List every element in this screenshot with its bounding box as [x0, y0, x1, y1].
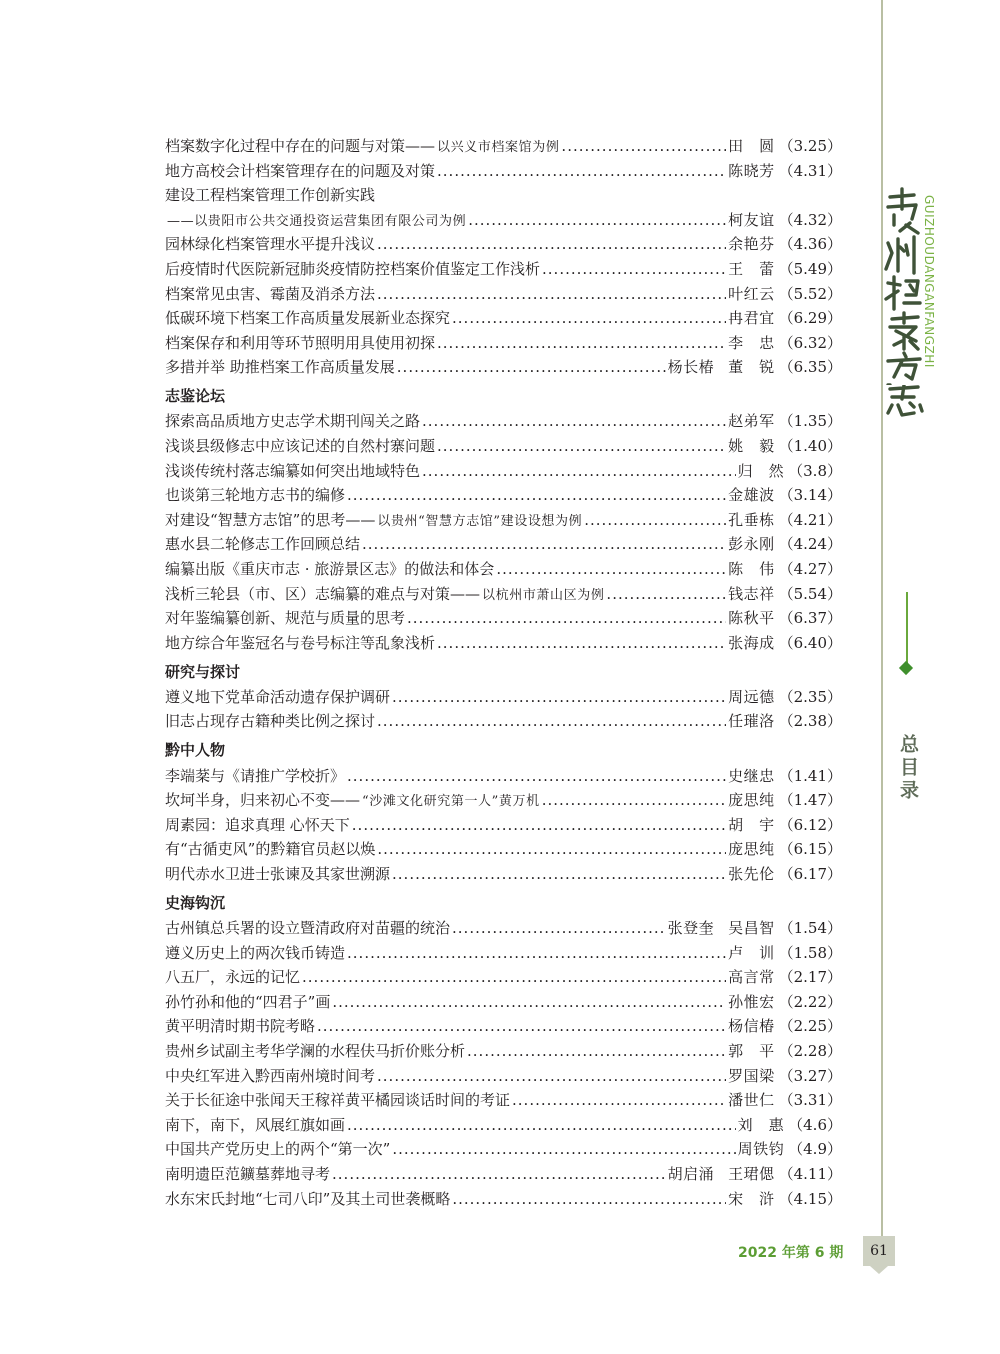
dot-leader: [377, 712, 726, 730]
entry-author: 罗国梁: [728, 1066, 775, 1085]
entry-author: 周铁钧: [737, 1140, 785, 1159]
entry-author: 钱志祥: [728, 584, 775, 603]
dot-leader: [542, 791, 726, 809]
dot-leader: [422, 462, 736, 480]
entry-issue-page: （3.14）: [778, 486, 842, 505]
entry-author: 归 然: [737, 461, 785, 480]
dot-leader: [452, 919, 666, 937]
entry-issue-page: （1.35）: [778, 412, 842, 431]
entry-issue-page: （3.25）: [778, 137, 842, 155]
dot-leader: [496, 560, 726, 578]
entry-issue-page: （1.41）: [778, 766, 842, 785]
entry-issue-page: （6.37）: [778, 609, 842, 628]
dot-leader: [467, 1042, 726, 1060]
toc-entry: [165, 917, 842, 942]
toc-entry: [165, 632, 842, 657]
entry-title: 遵义地下党革命活动遗存保护调研: [165, 687, 391, 706]
dot-leader: [437, 437, 726, 455]
toc-entry-title-line: [165, 184, 842, 209]
dot-leader: [407, 609, 726, 627]
entry-author: 叶红云: [728, 284, 775, 303]
entry-subtitle: “沙滩文化研究第一人”黄万机: [362, 794, 540, 810]
entry-author: 胡启涌: [667, 1164, 715, 1183]
entry-author: 刘 惠: [737, 1115, 785, 1134]
entry-author: 潘世仁: [728, 1091, 775, 1110]
toc-entry: [165, 1089, 842, 1114]
entry-title: 周素园：追求真理 心怀天下: [165, 815, 350, 834]
toc-entry: [165, 1040, 842, 1065]
entry-author: 孔垂栋: [728, 510, 775, 529]
entry-title: 多措并举 助推档案工作高质量发展: [165, 358, 395, 377]
entry-title: 水东宋氏封地“七司八印”及其土司世袭概略: [165, 1189, 451, 1208]
entry-title: 档案常见虫害、霉菌及消杀方法: [165, 284, 376, 303]
dot-leader: [377, 840, 726, 858]
entry-author: 高言常: [728, 968, 775, 987]
entry-title: 中央红军进入黔西南州境时间考: [165, 1066, 376, 1085]
entry-issue-page: （6.32）: [778, 333, 842, 352]
entry-author: 陈秋平: [728, 609, 775, 628]
entry-title: 档案保存和利用等环节照明用具使用初探: [165, 333, 436, 352]
dot-leader: [452, 1190, 726, 1208]
entry-author: 金雄波: [728, 486, 775, 505]
entry-issue-page: （2.28）: [778, 1042, 842, 1060]
toc-entry: [165, 460, 842, 485]
toc-entry: [165, 410, 842, 435]
entry-author: 张海成: [728, 633, 775, 652]
toc-entry: [165, 765, 842, 790]
entry-author: 张先伦: [728, 864, 775, 883]
entry-issue-page: （2.17）: [778, 968, 842, 987]
toc-entry: [165, 966, 842, 991]
dot-leader: [561, 137, 726, 155]
toc-entry: [165, 332, 842, 357]
toc-entry: [165, 233, 842, 258]
entry-issue-page: （4.9）: [788, 1140, 842, 1159]
entry-title: 贵州乡试副主考华学澜的水程伕马折价账分析: [165, 1042, 466, 1060]
entry-subtitle: 以贵州“智慧方志馆”建设设想为例: [377, 513, 583, 529]
entry-title: 坎坷半身，归来初心不变——: [165, 791, 361, 810]
toc-entry: [165, 1163, 842, 1188]
entry-title: 遵义历史上的两次钱币铸造: [165, 943, 346, 962]
entry-title: 李端棻与《请推广学校折》: [165, 766, 346, 785]
toc-entry: [165, 607, 842, 632]
entry-subtitle: ——以贵阳市公共交通投资运营集团有限公司为例: [167, 213, 467, 229]
entry-title: 关于长征途中张闻天王稼祥黄平橘园谈话时间的考证: [165, 1091, 511, 1110]
toc-entry: [165, 356, 842, 381]
toc-entry: [165, 789, 842, 814]
dot-leader: [584, 511, 726, 529]
entry-issue-page: （6.29）: [778, 309, 842, 328]
entry-author: 董 锐: [728, 358, 775, 377]
entry-issue-page: （2.22）: [778, 992, 842, 1011]
dot-leader: [606, 585, 726, 603]
toc-entry: [165, 583, 842, 608]
toc-entry: [165, 258, 842, 283]
issue-label: 2022 年第 6 期: [738, 1245, 844, 1261]
entry-author: 张登奎: [667, 919, 715, 938]
entry-author: 庞思纯: [728, 840, 775, 859]
toc-entry: [165, 1065, 842, 1090]
entry-title: 地方高校会计档案管理存在的问题及对策: [165, 161, 436, 180]
table-of-contents: [165, 135, 842, 1212]
entry-author: 胡 宇: [728, 815, 775, 834]
entry-issue-page: （4.15）: [778, 1189, 842, 1208]
entry-issue-page: （3.27）: [778, 1066, 842, 1085]
entry-issue-page: （2.35）: [778, 687, 842, 706]
entry-author: 吴昌智: [728, 919, 775, 938]
entry-author: 庞思纯: [728, 791, 775, 810]
entry-author: 姚 毅: [728, 437, 775, 456]
dot-leader: [332, 993, 726, 1011]
entry-issue-page: （6.15）: [778, 840, 842, 859]
toc-entry: [165, 710, 842, 735]
dot-leader: [392, 688, 726, 706]
entry-title: 孙竹孙和他的“四君子”画: [165, 992, 331, 1011]
dot-leader: [377, 235, 726, 253]
entry-author: 杨信椿: [728, 1017, 775, 1036]
entry-issue-page: （5.52）: [778, 284, 842, 303]
dot-leader: [512, 1091, 726, 1109]
dot-leader: [362, 535, 726, 553]
section-heading: 史海钩沉: [165, 893, 226, 912]
dot-leader: [392, 865, 726, 883]
toc-entry: [165, 991, 842, 1016]
entry-title: 有“古循吏风”的黔籍官员赵以焕: [165, 840, 376, 859]
entry-issue-page: （5.54）: [778, 584, 842, 603]
dot-leader: [452, 309, 726, 327]
entry-title: 地方综合年鉴冠名与卷号标注等乱象浅析: [165, 633, 436, 652]
dot-leader: [377, 1067, 726, 1085]
entry-author: 王 蕾: [728, 259, 775, 278]
entry-issue-page: （4.6）: [788, 1115, 842, 1134]
entry-title: 黄平明清时期书院考略: [165, 1017, 316, 1036]
toc-entry: [165, 814, 842, 839]
page-number: 61: [863, 1236, 895, 1266]
toc-entry: [165, 484, 842, 509]
entry-title: 浅谈传统村落志编纂如何突出地域特色: [165, 461, 421, 480]
entry-issue-page: （4.32）: [778, 210, 842, 229]
entry-title: 也谈第三轮地方志书的编修: [165, 486, 346, 505]
entry-title: 编纂出版《重庆市志 · 旅游景区志》的做法和体会: [165, 560, 495, 578]
entry-title: 明代赤水卫进士张谏及其家世溯源: [165, 864, 391, 883]
entry-author: 史继忠: [728, 766, 775, 785]
entry-author: 杨长椿: [667, 358, 715, 377]
entry-subtitle: 以兴义市档案馆为例: [437, 140, 560, 155]
entry-issue-page: （1.54）: [778, 919, 842, 938]
entry-author: 陈 伟: [728, 560, 775, 578]
dot-leader: [347, 944, 726, 962]
entry-title: 探索高品质地方史志学术期刊闯关之路: [165, 412, 421, 431]
dot-leader: [302, 968, 726, 986]
entry-title: 古州镇总兵署的设立暨清政府对苗疆的统治: [165, 919, 451, 938]
toc-entry: [165, 558, 842, 583]
entry-author: 冉君宜: [728, 309, 775, 328]
entry-issue-page: （3.31）: [778, 1091, 842, 1110]
dot-leader: [437, 162, 726, 180]
accent-diamond: [899, 661, 913, 675]
dot-leader: [347, 486, 726, 504]
entry-author: 宋 浒: [728, 1189, 775, 1208]
entry-issue-page: （4.27）: [778, 560, 842, 578]
dot-leader: [397, 358, 666, 376]
entry-issue-page: （4.11）: [778, 1164, 842, 1183]
entry-title: 建设工程档案管理工作创新实践: [165, 186, 376, 205]
entry-issue-page: （4.21）: [778, 510, 842, 529]
entry-issue-page: （1.40）: [778, 437, 842, 456]
dot-leader: [377, 285, 726, 303]
entry-title: 中国共产党历史上的两个“第一次”: [165, 1140, 391, 1159]
entry-author: 孙惟宏: [728, 992, 775, 1011]
dot-leader: [437, 634, 726, 652]
entry-issue-page: （2.25）: [778, 1017, 842, 1036]
toc-entry: [165, 838, 842, 863]
section-heading: 研究与探讨: [165, 662, 241, 681]
entry-author: 彭永刚: [728, 535, 775, 554]
entry-title: 对年鉴编纂创新、规范与质量的思考: [165, 609, 406, 628]
toc-entry: [165, 1114, 842, 1139]
toc-entry: [165, 1015, 842, 1040]
dot-leader: [542, 260, 726, 278]
toc-entry: [165, 283, 842, 308]
entry-title: 八五厂，永远的记忆: [165, 968, 301, 987]
accent-line: [906, 592, 908, 666]
dot-leader: [422, 412, 726, 430]
entry-author: 卢 训: [728, 943, 775, 962]
entry-author: 王珺偲: [728, 1164, 775, 1183]
entry-issue-page: （1.58）: [778, 943, 842, 962]
toc-entry: [165, 942, 842, 967]
entry-issue-page: （6.12）: [778, 815, 842, 834]
toc-entry: [165, 209, 842, 234]
entry-title: 南下，南下，风展红旗如画: [165, 1115, 346, 1134]
section-title: 总目录: [897, 734, 919, 803]
entry-author: 郭 平: [728, 1042, 775, 1060]
entry-issue-page: （5.49）: [778, 259, 842, 278]
dot-leader: [347, 767, 726, 785]
entry-author: 陈晓芳: [728, 161, 775, 180]
entry-title: 档案数字化过程中存在的问题与对策——: [165, 137, 436, 155]
dot-leader: [332, 1165, 666, 1183]
toc-entry: [165, 533, 842, 558]
entry-issue-page: （4.36）: [778, 235, 842, 254]
dot-leader: [392, 1140, 735, 1158]
entry-title: 浅谈县级修志中应该记述的自然村寨问题: [165, 437, 436, 456]
entry-issue-page: （4.24）: [778, 535, 842, 554]
entry-title: 浅析三轮县（市、区）志编纂的难点与对策——: [165, 584, 481, 603]
entry-title: 后疫情时代医院新冠肺炎疫情防控档案价值鉴定工作浅析: [165, 259, 541, 278]
entry-issue-page: （6.35）: [778, 358, 842, 377]
entry-author: 田 圆: [728, 137, 775, 155]
entry-issue-page: （6.17）: [778, 864, 842, 883]
dot-leader: [317, 1017, 726, 1035]
entry-title: 园林绿化档案管理水平提升浅议: [165, 235, 376, 254]
dot-leader: [437, 334, 726, 352]
dot-leader: [352, 816, 726, 834]
entry-author: 周远德: [728, 687, 775, 706]
entry-issue-page: （1.47）: [778, 791, 842, 810]
toc-entry: [165, 863, 842, 888]
entry-subtitle: 以杭州市萧山区为例: [482, 587, 605, 603]
entry-title: 南明遗臣范鑛墓葬地寻考: [165, 1164, 331, 1183]
toc-entry: [165, 135, 842, 160]
entry-title: 低碳环境下档案工作高质量发展新业态探究: [165, 309, 451, 328]
masthead-pinyin: GUIZHOUDANGANFANGZHI: [922, 195, 936, 368]
entry-author: 任璀洛: [728, 712, 775, 731]
entry-author: 李 忠: [728, 333, 775, 352]
entry-title: 旧志占现存古籍种类比例之探讨: [165, 712, 376, 731]
entry-issue-page: （6.40）: [778, 633, 842, 652]
toc-entry: [165, 307, 842, 332]
toc-entry: [165, 1138, 842, 1163]
entry-author: 柯友谊: [728, 210, 775, 229]
entry-issue-page: （2.38）: [778, 712, 842, 731]
dot-leader: [347, 1116, 736, 1134]
dot-leader: [468, 211, 726, 229]
toc-entry: [165, 686, 842, 711]
entry-author: 余艳芬: [728, 235, 775, 254]
toc-entry: [165, 435, 842, 460]
entry-title: 惠水县二轮修志工作回顾总结: [165, 535, 361, 554]
section-heading: 黔中人物: [165, 741, 226, 760]
toc-entry: [165, 1188, 842, 1213]
entry-title: 对建设“智慧方志馆”的思考——: [165, 510, 376, 529]
entry-author: 赵弟军: [728, 412, 775, 431]
toc-entry: [165, 509, 842, 534]
toc-entry: [165, 160, 842, 185]
entry-issue-page: （3.8）: [788, 461, 842, 480]
entry-issue-page: （4.31）: [778, 161, 842, 180]
section-heading: 志鉴论坛: [165, 387, 226, 406]
